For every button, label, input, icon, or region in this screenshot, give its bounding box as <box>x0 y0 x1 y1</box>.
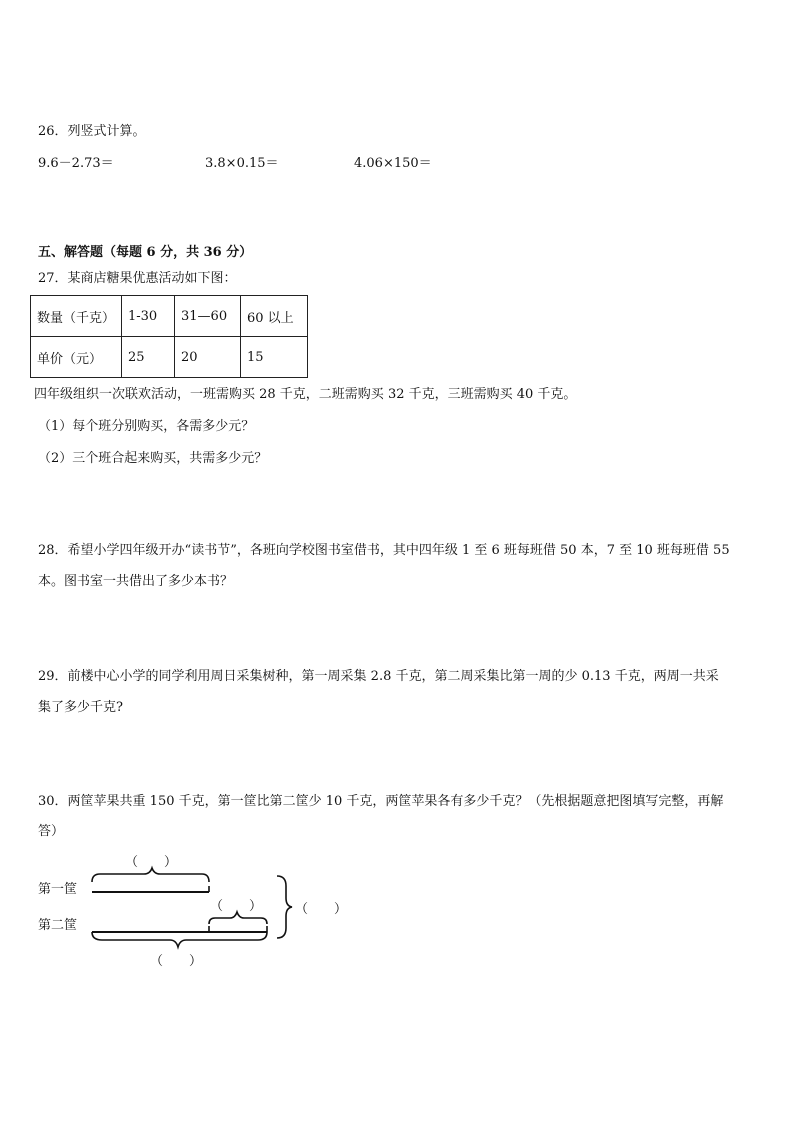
table-cell: 25 <box>122 337 175 378</box>
q29-line-2: 集了多少千克? <box>38 700 123 715</box>
table-cell: 31—60 <box>175 296 241 337</box>
label-basket2: 第二筐 <box>38 918 78 933</box>
q27-intro: 27．某商店糖果优惠活动如下图： <box>38 271 237 286</box>
q30-line-2: 答） <box>38 824 65 839</box>
q27-sub-question-2: （2）三个班合起来购买，共需多少元？ <box>38 451 268 466</box>
q27-sub-question-1: （1）每个班分别购买，各需多少元？ <box>38 419 255 434</box>
blank-basket2: （ ） <box>150 954 203 969</box>
table-cell: 1-30 <box>122 296 175 337</box>
q26-item-2: 3.8×0.15＝ <box>205 156 279 171</box>
brace-top-basket1 <box>92 868 209 882</box>
table-cell: 15 <box>241 337 308 378</box>
table-cell: 60 以上 <box>241 296 308 337</box>
q27-description: 四年级组织一次联欢活动，一班需购买 28 千克，二班需购买 32 千克，三班需购买 40 千克。 <box>34 387 577 402</box>
label-basket1: 第一筐 <box>38 882 78 897</box>
brace-total <box>277 876 292 938</box>
q26-title: 26．列竖式计算。 <box>38 124 146 139</box>
table-cell: 20 <box>175 337 241 378</box>
q26-item-3: 4.06×150＝ <box>354 156 432 171</box>
q30-line-1: 30．两筐苹果共重 150 千克，第一筐比第二筐少 10 千克，两筐苹果各有多少千克？（先根据题意把图填写完整，再解 <box>38 794 724 809</box>
table-cell: 单价（元） <box>31 337 122 378</box>
blank-basket1: （ ） <box>125 855 178 870</box>
q26-item-1: 9.6－2.73＝ <box>38 156 114 171</box>
q29-line-1: 29．前楼中心小学的同学利用周日采集树种，第一周采集 2.8 千克，第二周采集比第一周的少 0.13 千克，两周一共采 <box>38 669 719 684</box>
q28-line-2: 本。图书室一共借出了多少本书？ <box>38 574 234 589</box>
blank-total: （ ） <box>295 902 348 917</box>
blank-extra: （ ） <box>210 899 263 914</box>
section-heading: 五、解答题（每题 6 分，共 36 分） <box>38 245 253 260</box>
table-cell: 数量（千克） <box>31 296 122 337</box>
q28-line-1: 28．希望小学四年级开办“读书节”，各班向学校图书室借书，其中四年级 1 至 6 班每班借 50 本，7 至 10 班每班借 55 <box>38 543 730 558</box>
brace-bottom-basket2 <box>92 932 267 947</box>
